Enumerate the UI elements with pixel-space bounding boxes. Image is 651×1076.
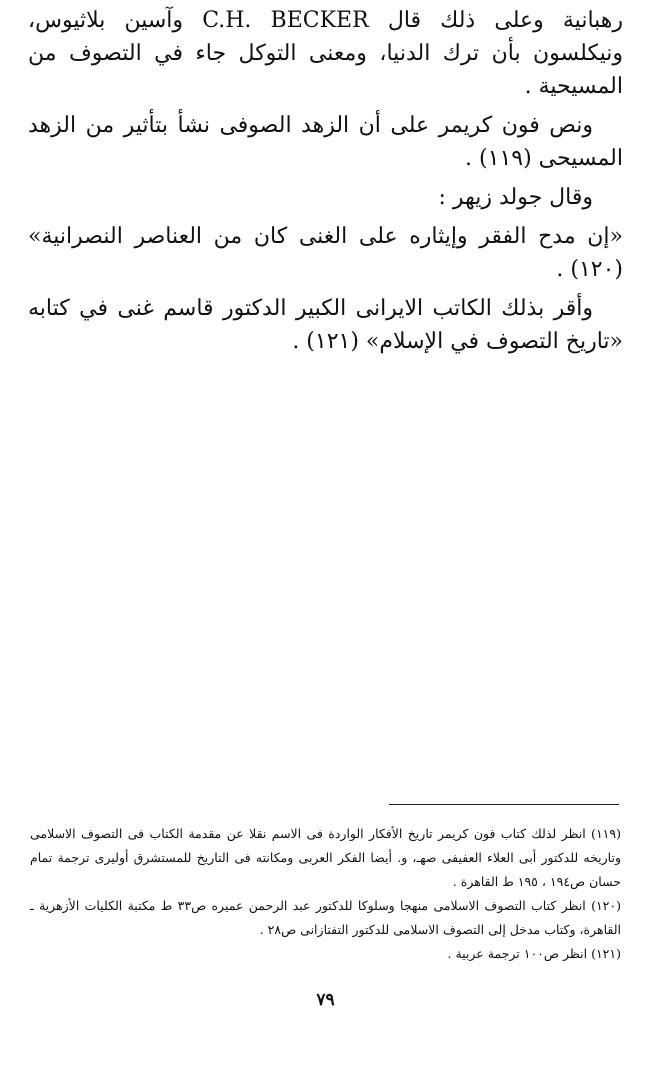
paragraph-goldziher-quote: «إن مدح الفقر وإيثاره على الغنى كان من العناصر النصرانية» (١٢٠) .	[28, 224, 623, 282]
body-text	[28, 4, 623, 364]
footnote-120: (١٢٠) انظر كتاب التصوف الاسلامى منهجا وسلوكا للدكتور عبد الرحمن عميره ص٣٣ ط مكتبة الكليات الأزهرية ـ القاهرة، وكتاب مدخل إلى التصوف الاسلامى للدكتور التفتازانى ص٢٨ .	[30, 898, 621, 937]
paragraph-qasim-ghani: وأقر بذلك الكاتب الايرانى الكبير الدكتور قاسم غنى في كتابه «تاريخ التصوف في الإسلام» (١٢١) .	[28, 296, 623, 354]
footnotes	[30, 822, 621, 966]
paragraph-goldziher-intro: وقال جولد زيهر :	[438, 185, 593, 210]
footnote-121: (١٢١) انظر ص١٠٠ ترجمة عربية .	[447, 946, 621, 961]
footnote-119: (١١٩) انظر لذلك كتاب فون كريمر تاريخ الأفكار الواردة فى الاسم نقلا عن مقدمة الكتاب فى التصوف الاسلامى وتاريخه للدكتور أبى العلاء العفيفى صهـ، و. أيضا الفكر العربى ومكانته فى التاريخ للمستشرق أوليرى ترجمة تمام حسان ص١٩٤ ، ١٩٥ ط القاهرة .	[30, 826, 621, 889]
paragraph-von-kremer: ونص فون كريمر على أن الزهد الصوفى نشأ بتأثير من الزهد المسيحى (١١٩) .	[28, 113, 623, 171]
page-number: ٧٩	[316, 990, 335, 1010]
paragraph-becker: رهبانية وعلى ذلك قال C.H. BECKER وآسين بلاثيوس، ونيكلسون بأن ترك الدنيا، ومعنى التوكل جاء في التصوف من المسيحية .	[28, 8, 624, 99]
footnote-divider	[389, 804, 619, 805]
